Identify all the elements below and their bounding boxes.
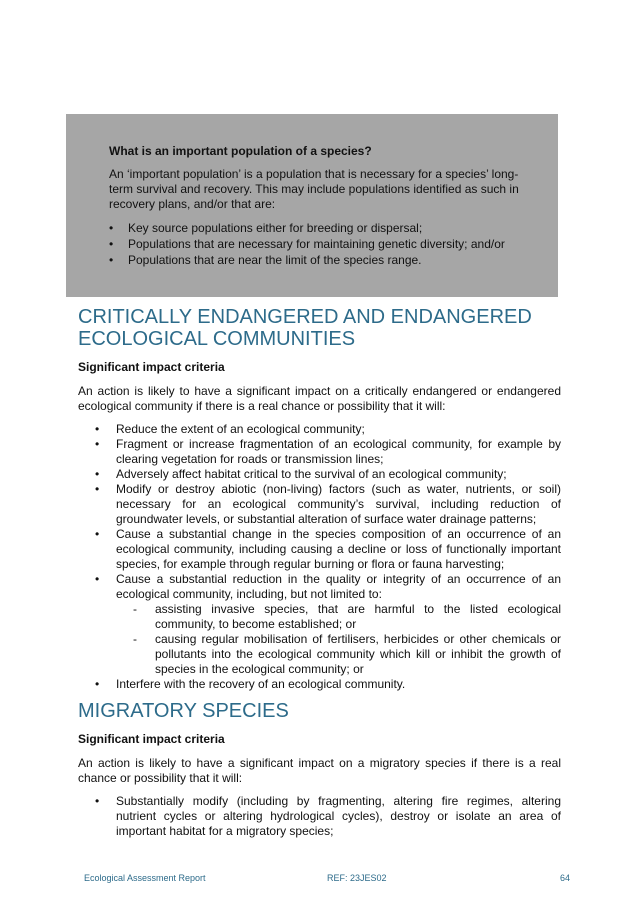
communities-section	[78, 306, 561, 692]
footer-reference: REF: 23JES02	[327, 873, 387, 883]
section-intro: An action is likely to have a significant impact on a migratory species if there is a real chance or possibility that it will:	[78, 756, 561, 785]
list-item-text: Substantially modify (including by fragmenting, altering fire regimes, altering nutrient cycles or altering hydrological cycles), destroy or isolate an area of important habitat for a migratory species;	[116, 794, 561, 838]
list-item	[78, 467, 561, 482]
section-heading: CRITICALLY ENDANGERED AND ENDANGERED ECOLOGICAL COMMUNITIES	[78, 306, 532, 350]
section-subheading: Significant impact criteria	[78, 360, 225, 374]
bullet-icon: •	[95, 422, 100, 436]
bullet-icon: •	[95, 467, 100, 481]
bullet-icon: •	[95, 572, 100, 586]
list-item	[78, 794, 561, 839]
info-box-content	[109, 144, 541, 269]
section-subheading: Significant impact criteria	[78, 732, 225, 746]
list-item: • Populations that are near the limit of the species range.	[109, 253, 541, 268]
bullet-icon: •	[95, 482, 100, 496]
list-item: • Key source populations either for breeding or dispersal;	[109, 221, 541, 236]
footer-report-title: Ecological Assessment Report	[84, 873, 206, 883]
sub-list-item	[116, 632, 561, 677]
bullet-icon: •	[95, 437, 100, 451]
list-item-text: Cause a substantial reduction in the quality or integrity of an occurrence of an ecological community, including, but not limited to:	[116, 572, 561, 601]
criteria-list	[78, 794, 561, 839]
dash-icon: -	[133, 602, 137, 616]
page-footer	[84, 873, 570, 885]
section-intro: An action is likely to have a significant impact on a critically endangered or endangered ecological community if there is a real chance or possibility that it will:	[78, 384, 561, 413]
sub-list	[116, 602, 561, 677]
list-item	[78, 677, 561, 692]
info-box	[66, 114, 558, 297]
sub-list-item-text: causing regular mobilisation of fertilisers, herbicides or other chemicals or pollutants into the ecological community which kill or inhibit the growth of species in the ecological community; or	[155, 632, 561, 676]
section-heading: MIGRATORY SPECIES	[78, 700, 289, 722]
list-item-text: Adversely affect habitat critical to the survival of an ecological community;	[116, 467, 507, 481]
list-item: • Populations that are necessary for maintaining genetic diversity; and/or	[109, 237, 541, 252]
list-item	[78, 572, 561, 677]
bullet-icon: •	[95, 677, 100, 691]
page-number: 64	[559, 873, 570, 883]
list-item	[78, 422, 561, 437]
bullet-icon: •	[95, 527, 100, 541]
migratory-section	[78, 700, 561, 839]
list-item-text: Interfere with the recovery of an ecological community.	[116, 677, 406, 691]
list-item-text: Cause a substantial change in the species composition of an occurrence of an ecological community, including causing a decline or loss of functionally important species, for example through regular burning or flora or fauna harvesting;	[116, 527, 561, 571]
list-item	[78, 437, 561, 467]
info-box-list	[109, 221, 541, 268]
bullet-icon: •	[95, 794, 100, 808]
sub-list-item-text: assisting invasive species, that are harmful to the listed ecological community, to become established; or	[155, 602, 561, 631]
list-item	[78, 527, 561, 572]
dash-icon: -	[133, 632, 137, 646]
sub-list-item	[116, 602, 561, 632]
list-item-text: Modify or destroy abiotic (non-living) factors (such as water, nutrients, or soil) necessary for an ecological community’s survival, including reduction of groundwater levels, or substantial alteration of surface water drainage patterns;	[116, 482, 561, 526]
info-box-paragraph: An ‘important population’ is a population that is necessary for a species’ long-term survival and recovery. This may include populations identified as such in recovery plans, and/or that are:	[109, 167, 519, 211]
criteria-list	[78, 422, 561, 692]
list-item-text: Fragment or increase fragmentation of an ecological community, for example by clearing vegetation for roads or transmission lines;	[116, 437, 561, 466]
list-item	[78, 482, 561, 527]
list-item-text: Reduce the extent of an ecological community;	[116, 422, 365, 436]
info-box-title: What is an important population of a species?	[109, 144, 372, 158]
